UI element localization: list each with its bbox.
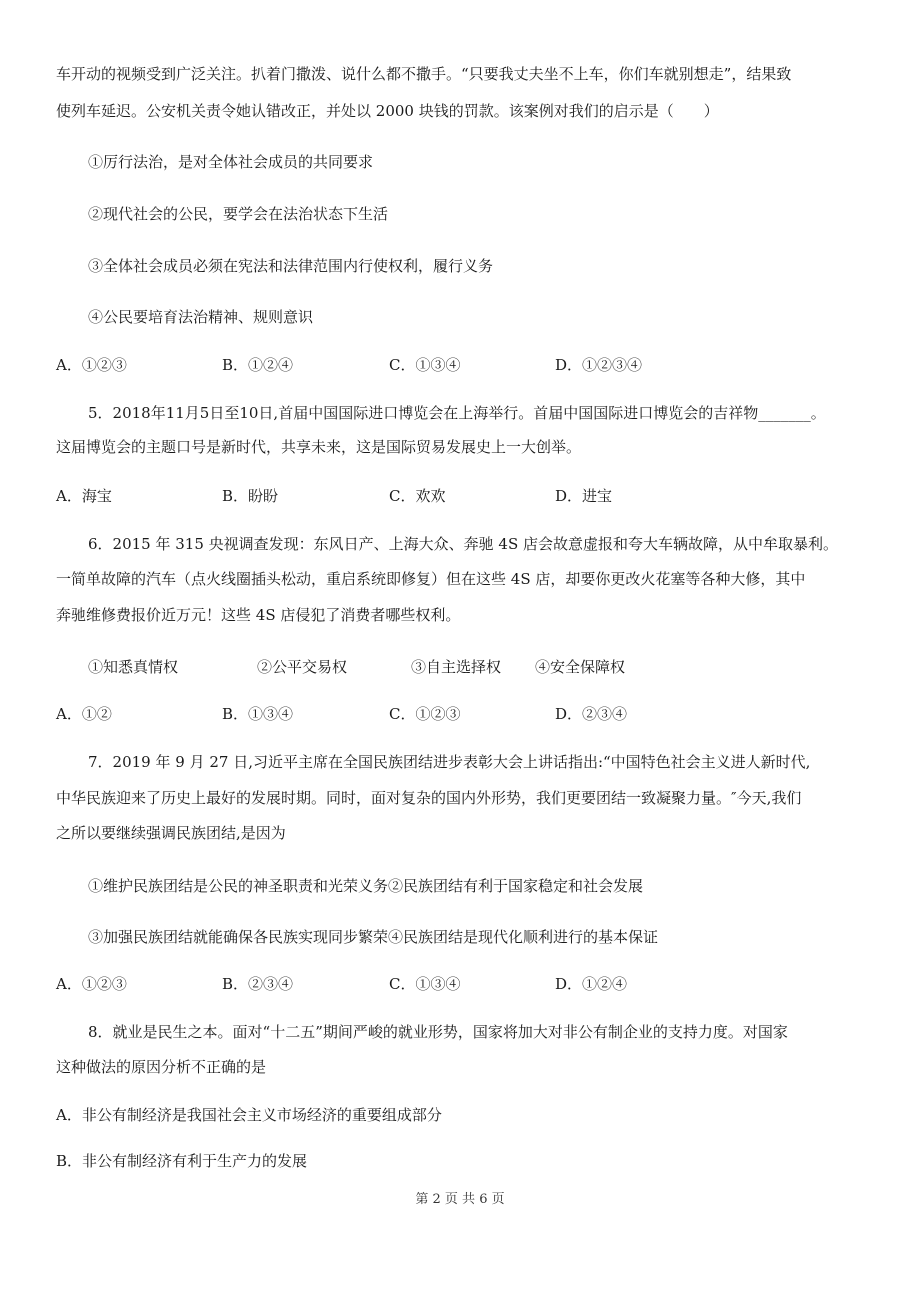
option-c: C．①③④ — [389, 356, 461, 374]
page-number: 第 2 页 共 6 页 — [415, 1192, 505, 1207]
statement: ③全体社会成员必须在宪法和法律范围内行使权利，履行义务 — [88, 257, 494, 275]
option-d: D．进宝 — [555, 487, 613, 505]
option-b: B．非公有制经济有利于生产力的发展 — [56, 1152, 308, 1170]
question-text-line: 之所以要继续强调民族团结,是因为 — [56, 824, 286, 842]
option-b: B．②③④ — [222, 975, 294, 993]
option-b: B．①③④ — [222, 705, 294, 723]
option-a: A．①②③ — [56, 356, 127, 374]
question-8-text: 8．就业是民生之本。面对“十二五”期间严峻的就业形势，国家将加大对非公有制企业的支持力度。对国家 — [88, 1023, 788, 1041]
option-a: A．①② — [56, 705, 112, 723]
option-b: B．①②④ — [222, 356, 294, 374]
option-c: C．①③④ — [389, 975, 461, 993]
question-7-text: 7．2019 年 9 月 27 日,习近平主席在全国民族团结进步表彰大会上讲话指出:“中国特色社会主义进人新时代, — [88, 753, 811, 771]
option-a: A．海宝 — [56, 487, 112, 505]
option-c: C．①②③ — [389, 705, 461, 723]
option-d: D．①②④ — [555, 975, 628, 993]
right-item: ③自主选择权 — [411, 658, 502, 676]
option-d: D．①②③④ — [555, 356, 643, 374]
right-item: ④安全保障权 — [535, 658, 626, 676]
option-a: A．①②③ — [56, 975, 127, 993]
option-a: A．非公有制经济是我国社会主义市场经济的重要组成部分 — [56, 1106, 442, 1124]
question-5-text: 5．2018年11月5日至10日,首届中国国际进口博览会在上海举行。首届中国国际进口博览会的吉祥物_______。 — [88, 404, 826, 422]
right-item: ①知悉真情权 — [88, 658, 179, 676]
statement: ①厉行法治，是对全体社会成员的共同要求 — [88, 153, 374, 171]
question-text-line: 这届博览会的主题口号是新时代，共享未来，这是国际贸易发展史上一大创举。 — [56, 438, 582, 456]
question-text-line: 中华民族迎来了历史上最好的发展时期。同时，面对复杂的国内外形势，我们更要团结一致凝聚力量。″今天,我们 — [56, 789, 802, 807]
question-text-line: 这种做法的原因分析不正确的是 — [56, 1058, 267, 1076]
question-text-line: 一简单故障的汽车（点火线圈插头松动，重启系统即修复）但在这些 4S 店，却要你更改火花塞等各种大修，其中 — [56, 570, 806, 588]
option-b: B．盼盼 — [222, 487, 279, 505]
option-d: D．②③④ — [555, 705, 628, 723]
statement: ③加强民族团结就能确保各民族实现同步繁荣④民族团结是现代化顺利进行的基本保证 — [88, 928, 659, 946]
option-c: C．欢欢 — [389, 487, 446, 505]
question-6-text: 6．2015 年 315 央视调查发现：东风日产、上海大众、奔驰 4S 店会故意虚报和夸大车辆故障，从中牟取暴利。 — [88, 535, 839, 553]
statement: ②现代社会的公民，要学会在法治状态下生活 — [88, 205, 389, 223]
statement: ①维护民族团结是公民的神圣职责和光荣义务②民族团结有利于国家稳定和社会发展 — [88, 877, 644, 895]
question-text-line: 使列车延迟。公安机关责令她认错改正，并处以 2000 块钱的罚款。该案例对我们的启示是（ ） — [56, 102, 719, 120]
question-text-line: 车开动的视频受到广泛关注。扒着门撒泼、说什么都不撒手。“只要我丈夫坐不上车，你们车就别想走”，结果致 — [56, 65, 792, 83]
right-item: ②公平交易权 — [257, 658, 348, 676]
statement: ④公民要培育法治精神、规则意识 — [88, 308, 314, 326]
question-text-line: 奔驰维修费报价近万元！这些 4S 店侵犯了消费者哪些权利。 — [56, 606, 461, 624]
